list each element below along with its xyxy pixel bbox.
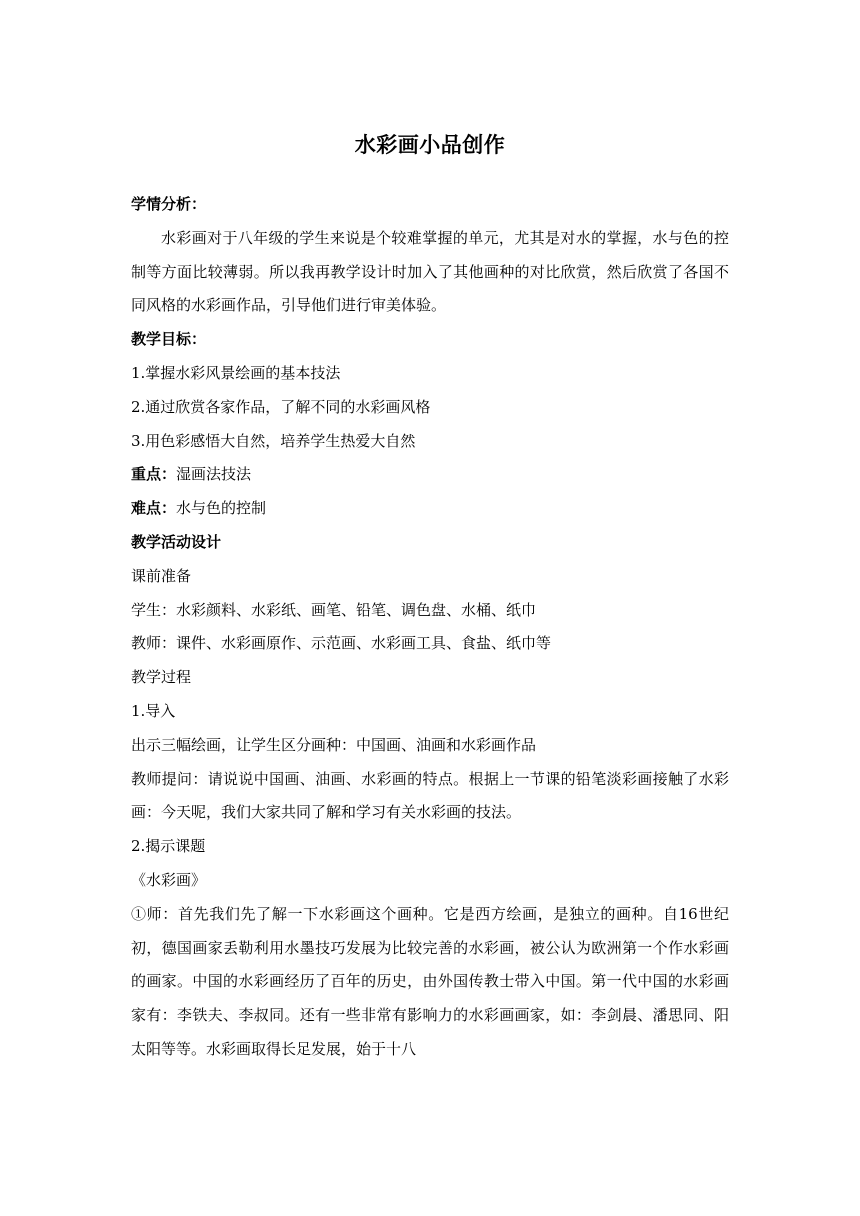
difficulty-label: 难点： [131,499,177,518]
key-point-text: 湿画法技法 [176,465,252,484]
goal-item-1: 1.掌握水彩风景绘画的基本技法 [131,363,341,382]
teacher-materials: 教师：课件、水彩画原作、示范画、水彩画工具、食盐、纸巾等 [131,634,552,653]
step-1-text-1: 出示三幅绘画，让学生区分画种：中国画、油画和水彩画作品 [131,735,537,754]
goal-item-3: 3.用色彩感悟大自然，培养学生热爱大自然 [131,431,416,450]
key-point-label: 重点： [131,465,177,484]
key-point-line [131,458,729,492]
activity-heading: 教学活动设计 [131,532,222,551]
analysis-heading: 学情分析： [131,195,207,213]
goals-heading: 教学目标： [131,330,207,349]
difficulty-line [131,492,729,526]
analysis-paragraph: 水彩画对于八年级的学生来说是个较难掌握的单元，尤其是对水的掌握，水与色的控制等方面比较薄弱。所以我再教学设计时加入了其他画种的对比欣赏，然后欣赏了各国不同风格的水彩画作品，引导他们进行审美体验。 [131,228,729,315]
step-2-text: ①师：首先我们先了解一下水彩画这个画种。它是西方绘画，是独立的画种。自16世纪初，德国画家丢勒利用水墨技巧发展为比较完善的水彩画，被公认为欧洲第一个作水彩画的画家。中国的水彩画经历了百年的历史，由外国传教士带入中国。第一代中国的水彩画家有：李铁夫、李叔同。还有一些非常有影响力的水彩画画家，如：李剑晨、潘思同、阳太阳等等。水彩画取得长足发展，始于十八 [131,904,729,1058]
step-1-text-2: 教师提问：请说说中国画、油画、水彩画的特点。根据上一节课的铅笔淡彩画接触了水彩画：今天呢，我们大家共同了解和学习有关水彩画的技法。 [131,769,729,822]
process-heading: 教学过程 [131,668,192,687]
difficulty-text: 水与色的控制 [176,499,267,518]
step-2-title: 《水彩画》 [131,870,207,889]
goal-item-2: 2.通过欣赏各家作品，了解不同的水彩画风格 [131,397,431,416]
document-body [131,188,729,1067]
document-title: 水彩画小品创作 [354,133,506,157]
prep-heading: 课前准备 [131,566,192,585]
step-1-heading: 1.导入 [131,701,176,720]
student-materials: 学生：水彩颜料、水彩纸、画笔、铅笔、调色盘、水桶、纸巾 [131,600,537,619]
step-2-heading: 2.揭示课题 [131,837,206,856]
